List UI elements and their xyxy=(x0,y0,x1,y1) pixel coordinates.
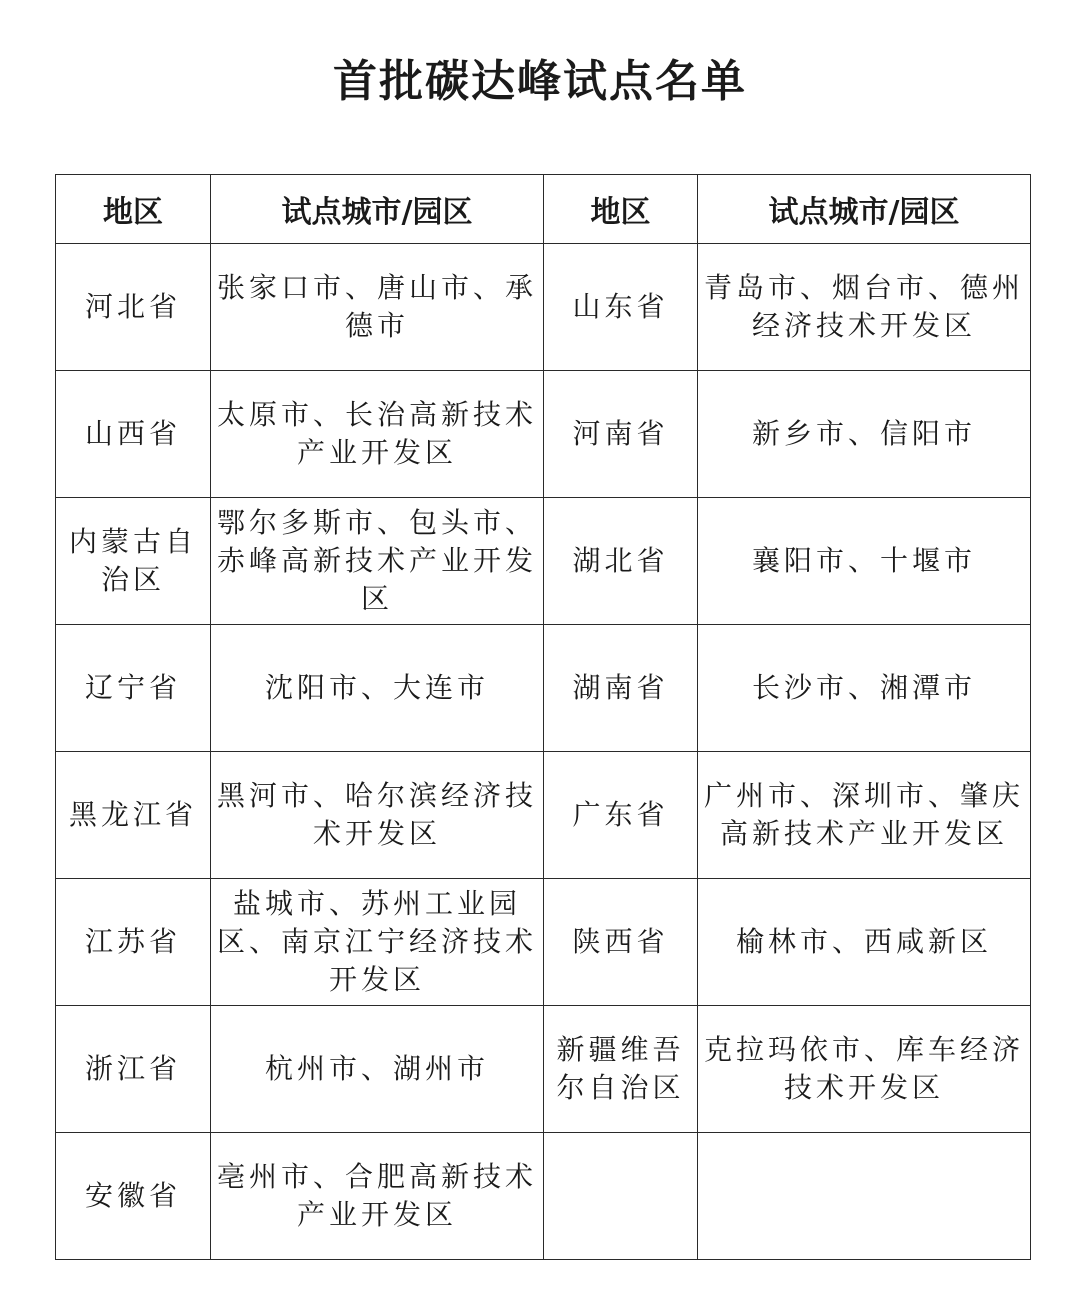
region-cell: 湖南省 xyxy=(544,625,698,752)
table-row xyxy=(56,244,1031,371)
table-header-row xyxy=(56,175,1031,244)
region-cell: 新疆维吾尔自治区 xyxy=(544,1006,698,1133)
cities-cell: 黑河市、哈尔滨经济技术开发区 xyxy=(211,752,544,879)
table-row xyxy=(56,498,1031,625)
table-row xyxy=(56,1133,1031,1260)
table-row xyxy=(56,879,1031,1006)
cities-cell: 张家口市、唐山市、承德市 xyxy=(211,244,544,371)
cities-cell: 襄阳市、十堰市 xyxy=(698,498,1031,625)
table-row xyxy=(56,1006,1031,1133)
cities-cell: 沈阳市、大连市 xyxy=(211,625,544,752)
region-cell: 广东省 xyxy=(544,752,698,879)
region-cell: 河北省 xyxy=(56,244,211,371)
region-cell: 山东省 xyxy=(544,244,698,371)
cities-cell: 太原市、长治高新技术产业开发区 xyxy=(211,371,544,498)
header-region: 地区 xyxy=(544,175,698,244)
region-cell: 内蒙古自治区 xyxy=(56,498,211,625)
region-cell: 山西省 xyxy=(56,371,211,498)
cities-cell: 新乡市、信阳市 xyxy=(698,371,1031,498)
header-cities: 试点城市/园区 xyxy=(211,175,544,244)
table-row xyxy=(56,625,1031,752)
header-region: 地区 xyxy=(56,175,211,244)
region-cell: 浙江省 xyxy=(56,1006,211,1133)
table-row xyxy=(56,371,1031,498)
cities-cell: 青岛市、烟台市、德州经济技术开发区 xyxy=(698,244,1031,371)
region-cell: 湖北省 xyxy=(544,498,698,625)
cities-cell: 榆林市、西咸新区 xyxy=(698,879,1031,1006)
cities-cell: 鄂尔多斯市、包头市、赤峰高新技术产业开发区 xyxy=(211,498,544,625)
region-cell: 陕西省 xyxy=(544,879,698,1006)
header-cities: 试点城市/园区 xyxy=(698,175,1031,244)
region-cell: 江苏省 xyxy=(56,879,211,1006)
region-cell: 安徽省 xyxy=(56,1133,211,1260)
region-cell xyxy=(544,1133,698,1260)
region-cell: 辽宁省 xyxy=(56,625,211,752)
cities-cell: 亳州市、合肥高新技术产业开发区 xyxy=(211,1133,544,1260)
cities-cell: 长沙市、湘潭市 xyxy=(698,625,1031,752)
cities-cell: 广州市、深圳市、肇庆高新技术产业开发区 xyxy=(698,752,1031,879)
cities-cell: 杭州市、湖州市 xyxy=(211,1006,544,1133)
region-cell: 河南省 xyxy=(544,371,698,498)
region-cell: 黑龙江省 xyxy=(56,752,211,879)
pilot-list-table xyxy=(55,174,1031,1260)
cities-cell: 克拉玛依市、库车经济技术开发区 xyxy=(698,1006,1031,1133)
cities-cell xyxy=(698,1133,1031,1260)
table-row xyxy=(56,752,1031,879)
cities-cell: 盐城市、苏州工业园区、南京江宁经济技术开发区 xyxy=(211,879,544,1006)
page-title: 首批碳达峰试点名单 xyxy=(333,56,747,107)
